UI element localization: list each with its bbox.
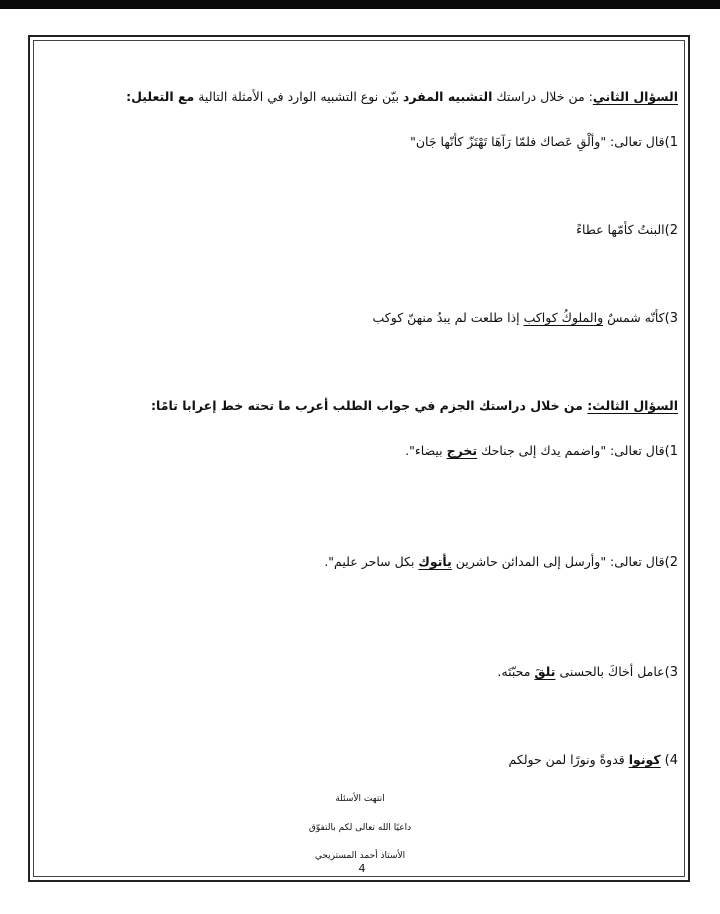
question-3-heading: السؤال الثالث: من خلال دراستك الجزم في جواب الطلب أعرب ما تحته خط إعرابا تامًا: — [151, 398, 678, 413]
page-number: 4 — [358, 862, 366, 875]
question-2-item-1: 1)قال تعالى: "وألْقِ عَصاك فلمّا رَآهَا تَهْتَزّ كأنّها جَان" — [410, 134, 678, 150]
question-3-item-1: 1)قال تعالى: "واضمم يدك إلى جناحك تخرج بيضاء". — [405, 443, 678, 459]
question-2-bold-reason: مع التعليل — [131, 89, 195, 104]
footer-end-of-questions: انتهت الأسئلة — [335, 794, 385, 804]
question-2-item-3: 3)كأنّه شمسٌ والملوكُ كواكب إذا طلعت لم يبدُ منهنّ كوكب — [372, 310, 678, 326]
underlined-word: يأتوك — [418, 554, 452, 569]
question-3-item-4: 4) كونوا قدوةً ونورًا لمن حولكم — [508, 752, 678, 768]
question-3-item-3: 3)عامل أخاكَ بالحسنى تلقَ محبّتَه. — [497, 664, 678, 680]
question-2-item-2: 2)البنتُ كأمّها عطاءً — [576, 222, 678, 238]
question-2-bold-term: التشبيه المفرد — [402, 89, 493, 104]
underlined-word: كونوا — [628, 752, 661, 767]
question-2-heading: السؤال الثاني: من خلال دراستك التشبيه المفرد بيّن نوع التشبيه الوارد في الأمثلة التالية مع التعليل: — [126, 89, 678, 104]
question-2-label: السؤال الثاني — [592, 89, 678, 104]
underlined-phrase: والملوكُ كواكب — [523, 310, 604, 325]
underlined-word: تلقَ — [534, 664, 556, 679]
footer-teacher-name: الأستاذ أحمد المستريحي — [314, 851, 406, 861]
question-3-label: السؤال الثالث: — [587, 398, 678, 413]
question-2-prefix: : من خلال دراستك — [492, 89, 593, 104]
underlined-word: تخرج — [446, 443, 478, 458]
question-2-mid: بيّن نوع التشبيه الوارد في الأمثلة التالية — [194, 89, 403, 104]
question-3-item-2: 2)قال تعالى: "وأرسل إلى المدائن حاشرين يأتوك بكل ساحر عليم". — [324, 554, 678, 570]
top-black-bar — [0, 0, 720, 9]
footer-wishes: داعيًا الله تعالى لكم بالتفوّق — [308, 823, 412, 833]
